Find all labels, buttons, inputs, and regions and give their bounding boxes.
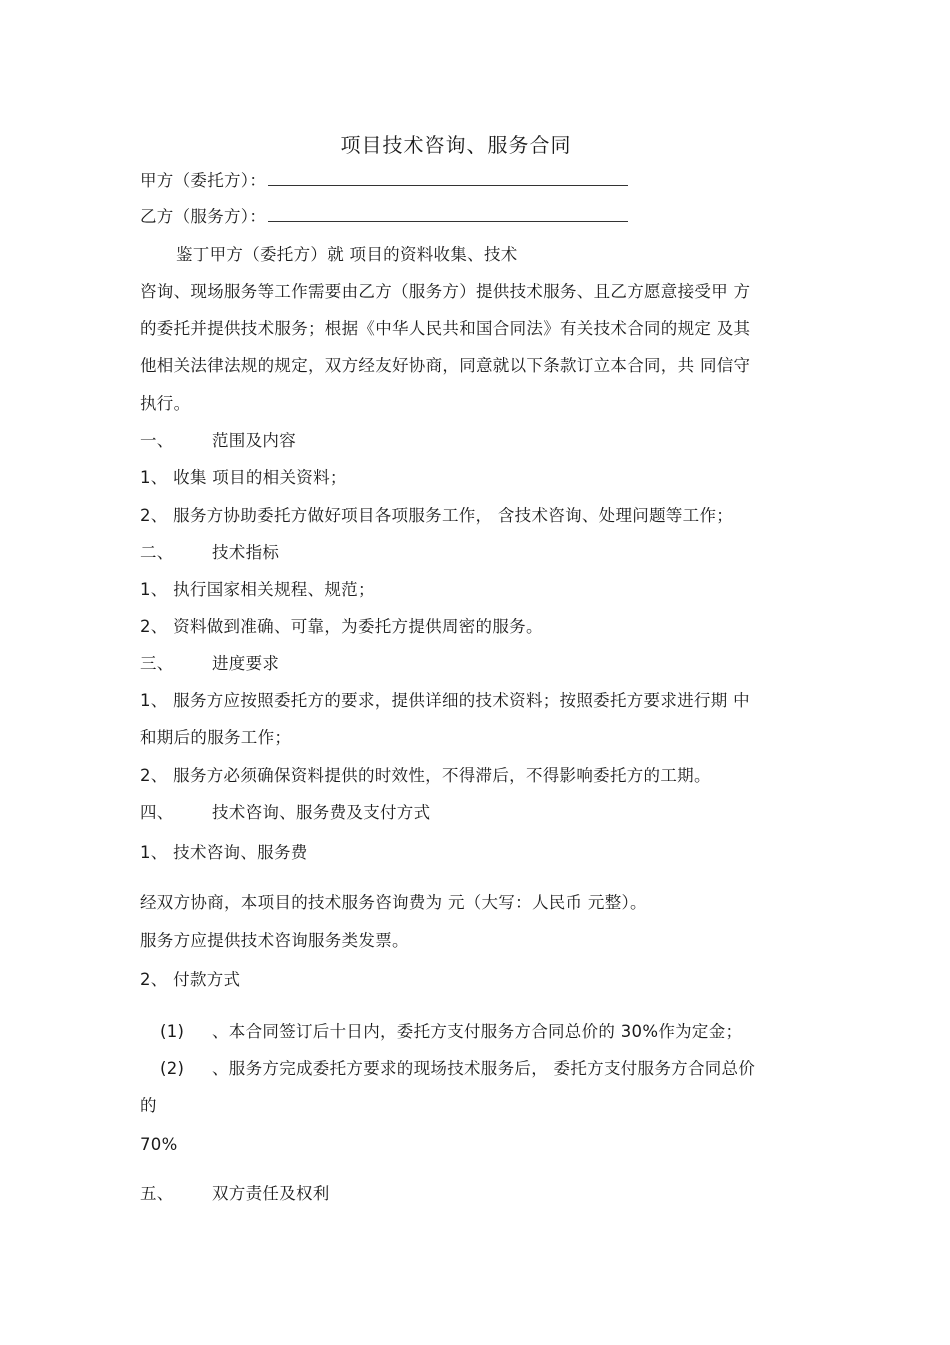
section-5-title: 双方责任及权利 (212, 1184, 330, 1203)
section-1-number: 一、 (140, 431, 174, 450)
section-1-item-1: 1、 收集 项目的相关资料； (140, 468, 347, 487)
section-2-item-2: 2、 资料做到准确、可靠，为委托方提供周密的服务。 (140, 617, 543, 636)
payment-item-1 (160, 1021, 742, 1043)
payment-item-2 (160, 1058, 755, 1080)
section-3-title: 进度要求 (212, 654, 280, 673)
preamble-line-3: 的委托并提供技术服务；根据《中华人民共和国合同法》有关技术合同的规定 及其 (140, 319, 751, 338)
fee-text: 经双方协商，本项目的技术服务咨询费为 元（大写：人民币 元整）。 (140, 893, 647, 912)
section-1-item-2: 2、 服务方协助委托方做好项目各项服务工作， 含技术咨询、处理问题等工作； (140, 506, 734, 525)
section-3-number: 三、 (140, 654, 174, 673)
section-2-item-1: 1、 执行国家相关规程、规范； (140, 580, 375, 599)
section-2-heading (140, 542, 279, 564)
preamble-line-5: 执行。 (140, 394, 191, 413)
section-5-number: 五、 (140, 1184, 174, 1203)
party-a-label: 甲方（委托方）： (140, 171, 267, 190)
section-4-title: 技术咨询、服务费及支付方式 (212, 803, 431, 822)
payment-item-1-number: (1) (160, 1022, 185, 1041)
invoice-text: 服务方应提供技术咨询服务类发票。 (140, 931, 409, 950)
payment-item-2-cont: 的 (140, 1096, 157, 1115)
party-b-blank (268, 207, 628, 222)
section-2-number: 二、 (140, 543, 174, 562)
payment-item-1-text: 、本合同签订后十日内，委托方支付服务方合同总价的 30%作为定金； (212, 1022, 743, 1041)
preamble-line-1: 鉴丁甲方（委托方）就 项目的资料收集、技术 (176, 245, 518, 264)
section-2-title: 技术指标 (212, 543, 280, 562)
preamble-line-4: 他相关法律法规的规定，双方经友好协商，同意就以下条款订立本合同，共 同信守 (140, 356, 751, 375)
payment-item-2-number: (2) (160, 1059, 185, 1078)
section-5-heading (140, 1183, 330, 1205)
payment-item-2-percent: 70% (140, 1135, 178, 1154)
section-3-item-2: 2、 服务方必须确保资料提供的时效性，不得滞后，不得影响委托方的工期。 (140, 766, 711, 785)
section-3-item-1: 1、 服务方应按照委托方的要求，提供详细的技术资料；按照委托方要求进行期 中 (140, 691, 750, 710)
party-b-label: 乙方（服务方）： (140, 207, 267, 226)
section-1-title: 范围及内容 (212, 431, 296, 450)
party-a-blank (268, 171, 628, 186)
section-3-item-1-cont: 和期后的服务工作； (140, 728, 292, 747)
document-title: 项目技术咨询、服务合同 (340, 133, 572, 157)
section-4-number: 四、 (140, 803, 174, 822)
preamble-line-2: 咨询、现场服务等工作需要由乙方（服务方）提供技术服务、且乙方愿意接受甲 方 (140, 282, 751, 301)
section-4-sub-1: 1、 技术咨询、服务费 (140, 843, 308, 862)
section-1-heading (140, 430, 296, 452)
section-4-sub-2: 2、 付款方式 (140, 970, 241, 989)
section-3-heading (140, 653, 279, 675)
party-a-line (140, 170, 628, 192)
payment-item-2-text: 、服务方完成委托方要求的现场技术服务后， 委托方支付服务方合同总价 (212, 1059, 756, 1078)
section-4-heading (140, 802, 430, 824)
party-b-line (140, 206, 628, 228)
